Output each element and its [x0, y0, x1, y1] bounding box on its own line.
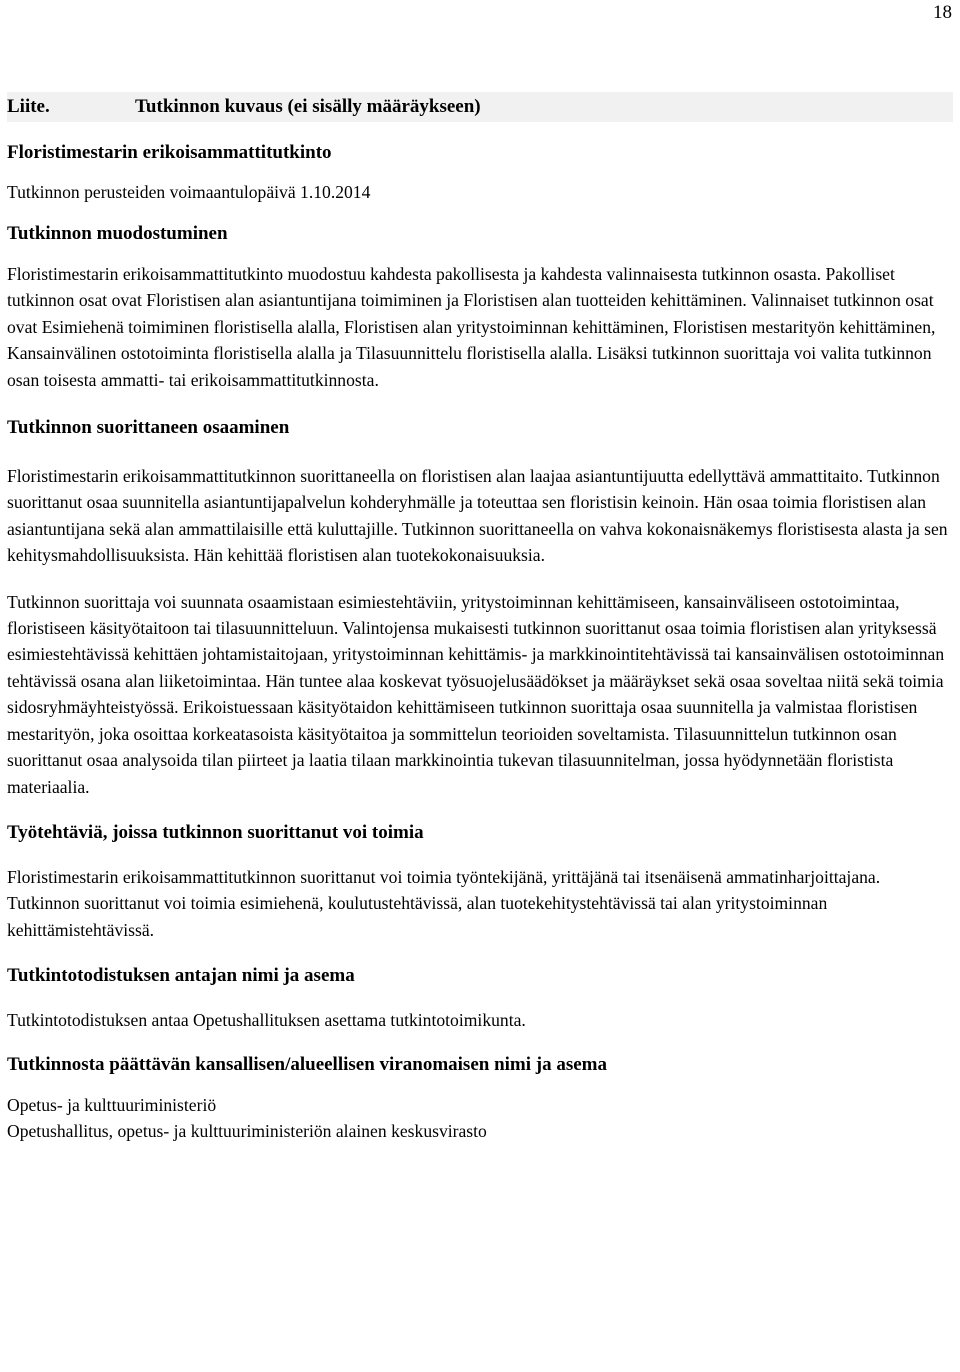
section-heading: Tutkinnosta päättävän kansallisen/alueellisen viranomaisen nimi ja asema — [7, 1053, 608, 1075]
appendix-title: Tutkinnon kuvaus (ei sisälly määräykseen) — [135, 96, 481, 117]
appendix-header — [7, 92, 953, 122]
degree-title: Floristimestarin erikoisammattitutkinto — [7, 142, 332, 163]
section-composition — [7, 223, 953, 393]
section-heading: Tutkinnon muodostuminen — [7, 223, 228, 244]
section-heading: Työtehtäviä, joissa tutkinnon suorittanut voi toimia — [7, 821, 424, 843]
section-paragraph: Floristimestarin erikoisammattitutkinnon suorittanut voi toimia työntekijänä, yrittäjänä tai itsenäisenä ammatinharjoittajana. Tutkinnon suorittanut voi toimia esimiehenä, koulutustehtävissä, alan tuotekehitystehtävissä tai alan yritystoiminnan kehittämistehtävissä. — [7, 866, 881, 940]
section-paragraph: Tutkinnon suorittaja voi suunnata osaamistaan esimiestehtäviin, yritystoiminnan kehittämiseen, kansainväliseen ostotoimintaa, floristiseen käsityötaitoon tai tilasuunnitteluun. Valintojensa mukaisesti tutkinnon suorittanut osaa toimia floristisen alan yrityksessä esimiestehtävissä kehittäen johtamistaitojaan, yritystoiminnan kehittämis- ja markkinointitehtävissä tai kansainvälisen ostotoiminnan tehtävissä osana alan liiketoimintaa. Hän tuntee alaa koskevat työsuojelusäädökset ja määräykset sekä osaa soveltaa niitä sekä toimia sidosryhmäyhteistyössä. Erikoistuessaan käsityötaidon kehittämiseen tutkinnon suorittaja osaa suunnitella ja valmistaa floristisen mestarityön, joka osoittaa korkeatasoista käsityötaitoa ja sommittelun teorioiden soveltamista. Tilasuunnittelun tutkinnon osan suorittanut osaa analysoida tilan piirteet ja laatia tilaan markkinointia tukevan tilasuunnitelman, jossa hyödynnetään floristista materiaalia. — [7, 591, 945, 797]
section-paragraph: Floristimestarin erikoisammattitutkinto muodostuu kahdesta pakollisesta ja kahdesta valinnaisesta tutkinnon osasta. Pakolliset tutkinnon osat ovat Floristisen alan asiantuntijana toimiminen ja Floristisen alan tuotteiden kehittäminen. Valinnaiset tutkinnon osat ovat Esimiehenä toimiminen floristisella alalla, Floristisen alan yritystoiminnan kehittäminen, Floristisen mestarityön kehittäminen, Kansainvälinen ostotoiminta floristisella alalla ja Tilasuunnittelu floristisella alalla. Lisäksi tutkinnon suorittaja voi valita tutkinnon osan toisesta ammatti- tai erikoisammattitutkinnosta. — [7, 264, 936, 390]
section-paragraph: Floristimestarin erikoisammattitutkinnon suorittaneella on floristisen alan laajaa asiantuntijuutta edellyttävä ammattitaito. Tutkinnon suorittanut osaa suunnitella asiantuntijapalvelun kohderyhmälle ja toteuttaa sen floristisin keinoin. Hän osaa toimia floristisen alan asiantuntijana sekä alan ammattilaisille että kuluttajille. Tutkinnon suorittaneella on vahva kokonaisnäkemys floristisesta alasta ja sen kehitysmahdollisuuksista. Hän kehittää floristisen alan tuotekokonaisuuksia. — [7, 466, 948, 566]
appendix-label: Liite. — [7, 96, 50, 117]
section-certificate-issuer — [7, 965, 953, 1033]
section-authority — [7, 1054, 953, 1145]
effective-date: Tutkinnon perusteiden voimaantulopäivä 1.10.2014 — [7, 182, 371, 202]
section-competence — [7, 417, 953, 800]
section-heading: Tutkintotodistuksen antajan nimi ja asema — [7, 965, 355, 987]
section-paragraph: Tutkintotodistuksen antaa Opetushallituksen asettama tutkintotoimikunta. — [7, 1010, 526, 1031]
section-heading: Tutkinnon suorittaneen osaaminen — [7, 417, 290, 439]
section-work-tasks — [7, 822, 953, 943]
authority-line: Opetushallitus, opetus- ja kulttuuriministeriön alainen keskusvirasto — [7, 1120, 487, 1141]
authority-line: Opetus- ja kulttuuriministeriö — [7, 1094, 217, 1115]
page-number: 18 — [933, 2, 952, 23]
document-body — [7, 92, 953, 1144]
